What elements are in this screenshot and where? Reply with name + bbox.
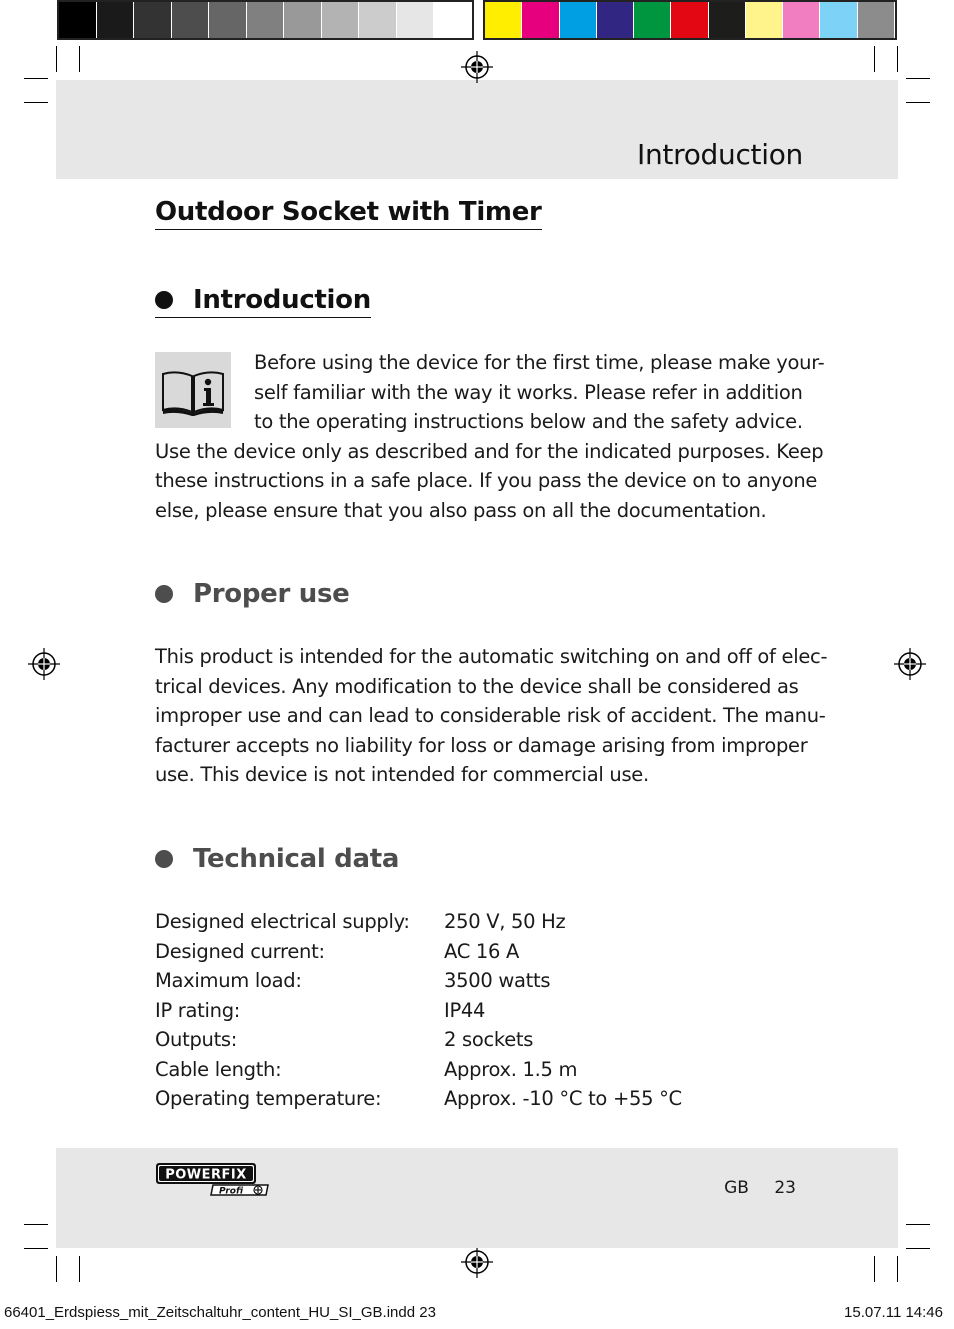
text-line: This product is intended for the automatic switching on and off of elec- xyxy=(155,645,828,668)
text-line: to the operating instructions below and the safety advice. xyxy=(254,410,803,433)
color-swatch xyxy=(634,2,671,38)
text-line: improper use and can lead to considerable risk of accident. The manu- xyxy=(155,704,826,727)
table-row xyxy=(155,1025,682,1055)
technical-data-table xyxy=(155,907,682,1114)
slug-timestamp: 15.07.11 14:46 xyxy=(844,1304,943,1321)
crop-mark xyxy=(56,1256,57,1282)
spec-value: 250 V, 50 Hz xyxy=(444,910,566,933)
color-swatch xyxy=(485,2,522,38)
table-row xyxy=(155,1084,682,1114)
running-head: Introduction xyxy=(637,138,803,171)
bullet-icon xyxy=(155,291,173,309)
color-swatch xyxy=(247,2,285,38)
powerfix-profi-logo xyxy=(155,1162,270,1196)
table-row xyxy=(155,966,682,996)
color-swatch xyxy=(434,2,472,38)
bullet-icon xyxy=(155,850,173,868)
color-swatch xyxy=(134,2,172,38)
text-line: self familiar with the way it works. Please refer in addition xyxy=(254,380,803,404)
spec-value: AC 16 A xyxy=(444,939,520,963)
crop-mark xyxy=(874,1256,875,1282)
svg-text:POWERFIX: POWERFIX xyxy=(165,1167,247,1183)
spec-label: IP rating: xyxy=(155,998,241,1022)
color-swatch xyxy=(709,2,746,38)
section-heading-label: Proper use xyxy=(193,579,350,609)
text-line: these instructions in a safe place. If you pass the device on to anyone xyxy=(155,469,818,492)
crop-mark xyxy=(906,1224,930,1225)
color-swatch xyxy=(359,2,397,38)
crop-mark xyxy=(24,102,48,103)
color-swatch xyxy=(746,2,783,38)
page-meta xyxy=(724,1178,796,1198)
table-row xyxy=(155,907,682,937)
table-row xyxy=(155,996,682,1026)
language-code: GB xyxy=(724,1178,749,1198)
spec-label: Operating temperature: xyxy=(155,1087,382,1110)
crop-mark xyxy=(79,1256,80,1282)
crop-mark xyxy=(897,1256,898,1282)
text-line: Use the device only as described and for the indicated purposes. Keep xyxy=(155,439,824,463)
color-swatch xyxy=(209,2,247,38)
crop-mark xyxy=(897,46,898,72)
section-heading-technical-data xyxy=(155,844,399,874)
section-heading-proper-use xyxy=(155,579,349,609)
spec-label: Designed current: xyxy=(155,939,325,963)
spec-value: 3500 watts xyxy=(444,969,551,992)
process-color-bar xyxy=(483,0,897,40)
section-heading-label: Introduction xyxy=(193,285,371,315)
text-line: use. This device is not intended for commercial use. xyxy=(155,763,649,786)
crop-mark xyxy=(24,1248,48,1249)
registration-mark-icon xyxy=(461,1246,493,1278)
color-swatch xyxy=(597,2,634,38)
spec-label: Cable length: xyxy=(155,1057,282,1081)
spec-value: IP44 xyxy=(444,998,486,1022)
color-swatch xyxy=(172,2,210,38)
crop-mark xyxy=(79,46,80,72)
document-title: Outdoor Socket with Timer xyxy=(155,197,542,230)
color-swatch xyxy=(858,2,895,38)
spec-label: Maximum load: xyxy=(155,969,302,992)
color-swatch xyxy=(97,2,135,38)
registration-mark-icon xyxy=(28,648,60,680)
section-heading-introduction xyxy=(155,285,371,318)
spec-value: Approx. -10 °C to +55 °C xyxy=(444,1087,682,1110)
text-line: Before using the device for the first time, please make your- xyxy=(254,351,825,374)
color-swatch xyxy=(397,2,435,38)
table-row xyxy=(155,937,682,967)
grayscale-color-bar xyxy=(57,0,474,40)
spec-value: 2 sockets xyxy=(444,1028,534,1051)
crop-mark xyxy=(906,1248,930,1249)
color-swatch xyxy=(671,2,708,38)
crop-mark xyxy=(24,78,48,79)
proper-use-paragraph xyxy=(155,642,828,790)
crop-mark xyxy=(906,78,930,79)
text-line: else, please ensure that you also pass on all the documentation. xyxy=(155,498,767,522)
color-swatch xyxy=(59,2,97,38)
color-swatch xyxy=(783,2,820,38)
intro-paragraph xyxy=(155,348,825,525)
table-row xyxy=(155,1055,682,1085)
color-swatch xyxy=(284,2,322,38)
registration-mark-icon xyxy=(461,51,493,83)
registration-mark-icon xyxy=(894,648,926,680)
spec-label: Outputs: xyxy=(155,1028,238,1051)
text-line: facturer accepts no liability for loss or damage arising from improper xyxy=(155,733,808,757)
color-swatch xyxy=(522,2,559,38)
crop-mark xyxy=(906,102,930,103)
crop-mark xyxy=(56,46,57,72)
bullet-icon xyxy=(155,585,173,603)
page-number: 23 xyxy=(774,1178,796,1198)
slug-filename: 66401_Erdspiess_mit_Zeitschaltuhr_content_HU_SI_GB.indd 23 xyxy=(4,1304,436,1321)
text-line: trical devices. Any modification to the device shall be considered as xyxy=(155,674,799,698)
spec-value: Approx. 1.5 m xyxy=(444,1057,578,1081)
color-swatch xyxy=(820,2,857,38)
crop-mark xyxy=(24,1224,48,1225)
color-swatch xyxy=(322,2,360,38)
spec-label: Designed electrical supply: xyxy=(155,910,410,933)
svg-text:Profi: Profi xyxy=(219,1186,244,1196)
crop-mark xyxy=(874,46,875,72)
color-swatch xyxy=(560,2,597,38)
section-heading-label: Technical data xyxy=(193,844,400,874)
